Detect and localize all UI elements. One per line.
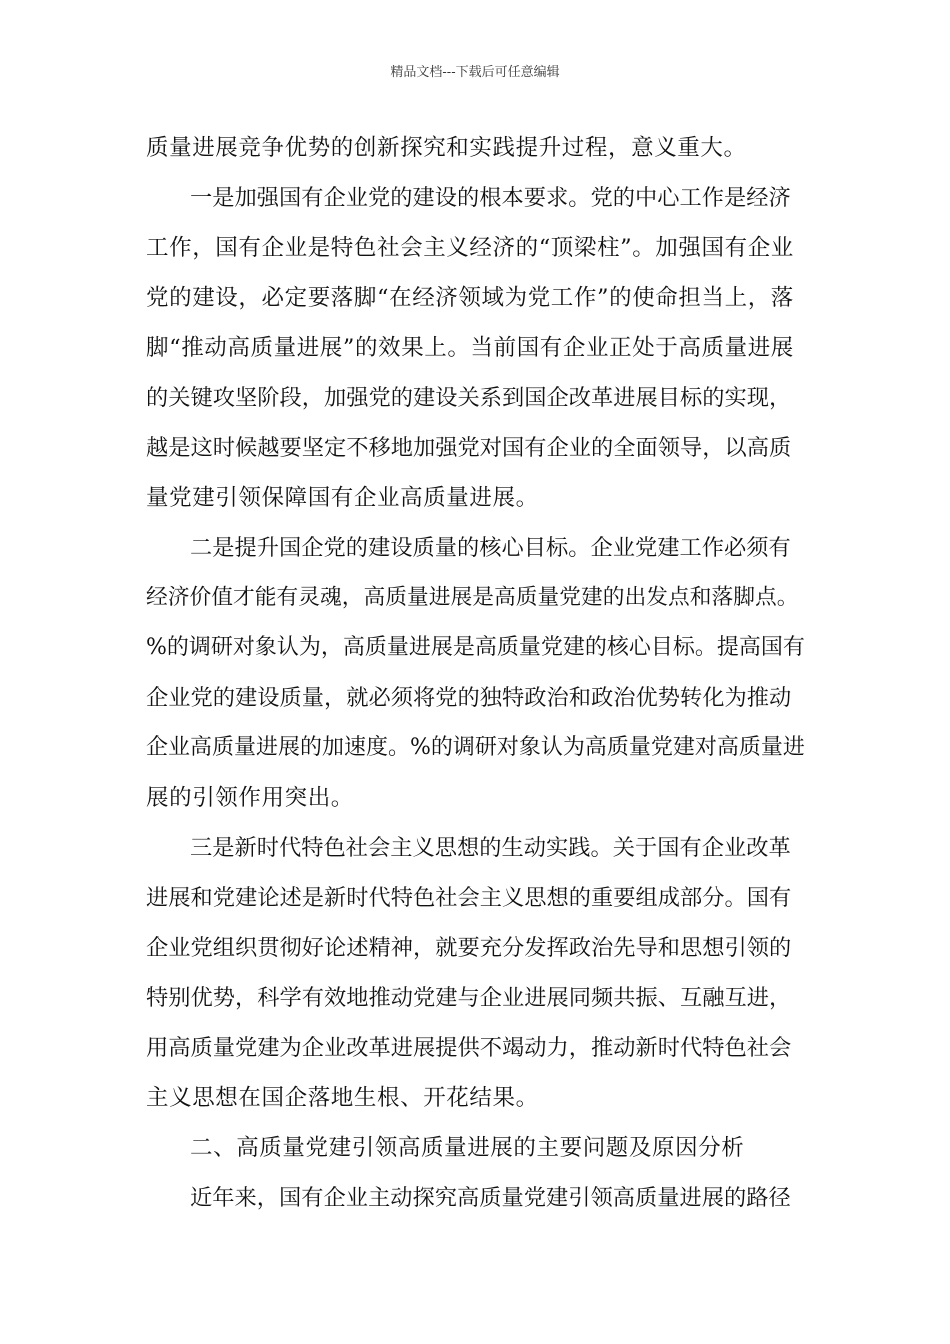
text-line: 党的建设，必定要落脚“在经济领域为党工作”的使命担当上，落 (146, 285, 794, 311)
text-line: 量党建引领保障国有企业高质量进展。 (146, 485, 539, 511)
text-line: 越是这时候越要坚定不移地加强党对国有企业的全面领导，以高质 (146, 435, 792, 461)
paragraph-first-line: 三是新时代特色社会主义思想的生动实践。关于国有企业改革 (190, 835, 791, 861)
text-line: 用高质量党建为企业改革进展提供不竭动力，推动新时代特色社会 (146, 1035, 792, 1061)
text-line: 质量进展竞争优势的创新探究和实践提升过程，意义重大。 (146, 135, 747, 161)
text-line: 企业党的建设质量，就必须将党的独特政治和政治优势转化为推动 (146, 685, 792, 711)
text-line: 特别优势，科学有效地推动党建与企业进展同频共振、互融互进， (146, 985, 792, 1011)
paragraph-first-line: 近年来，国有企业主动探究高质量党建引领高质量进展的路径 (190, 1185, 791, 1211)
text-line: 进展和党建论述是新时代特色社会主义思想的重要组成部分。国有 (146, 885, 792, 911)
text-line: 经济价值才能有灵魂，高质量进展是高质量党建的出发点和落脚点。 (146, 585, 799, 610)
text-line: 展的引领作用突出。 (146, 785, 354, 811)
text-line: 脚“推动高质量进展”的效果上。当前国有企业正处于高质量进展 (146, 335, 794, 361)
text-line: 工作，国有企业是特色社会主义经济的“顶梁柱”。加强国有企业 (146, 235, 794, 261)
section-heading: 二、高质量党建引领高质量进展的主要问题及原因分析 (190, 1135, 745, 1161)
text-line: 主义思想在国企落地生根、开花结果。 (146, 1085, 539, 1111)
paragraph-first-line: 二是提升国企党的建设质量的核心目标。企业党建工作必须有 (190, 535, 791, 561)
paragraph-first-line: 一是加强国有企业党的建设的根本要求。党的中心工作是经济 (190, 185, 791, 211)
text-line: %的调研对象认为，高质量进展是高质量党建的核心目标。提高国有 (146, 635, 805, 660)
page-header: 精品文档---下载后可任意编辑 (390, 65, 560, 80)
text-line: 企业高质量进展的加速度。%的调研对象认为高质量党建对高质量进 (146, 735, 805, 760)
text-line: 的关键攻坚阶段，加强党的建设关系到国企改革进展目标的实现， (146, 385, 792, 411)
text-line: 企业党组织贯彻好论述精神，就要充分发挥政治先导和思想引领的 (146, 935, 792, 961)
